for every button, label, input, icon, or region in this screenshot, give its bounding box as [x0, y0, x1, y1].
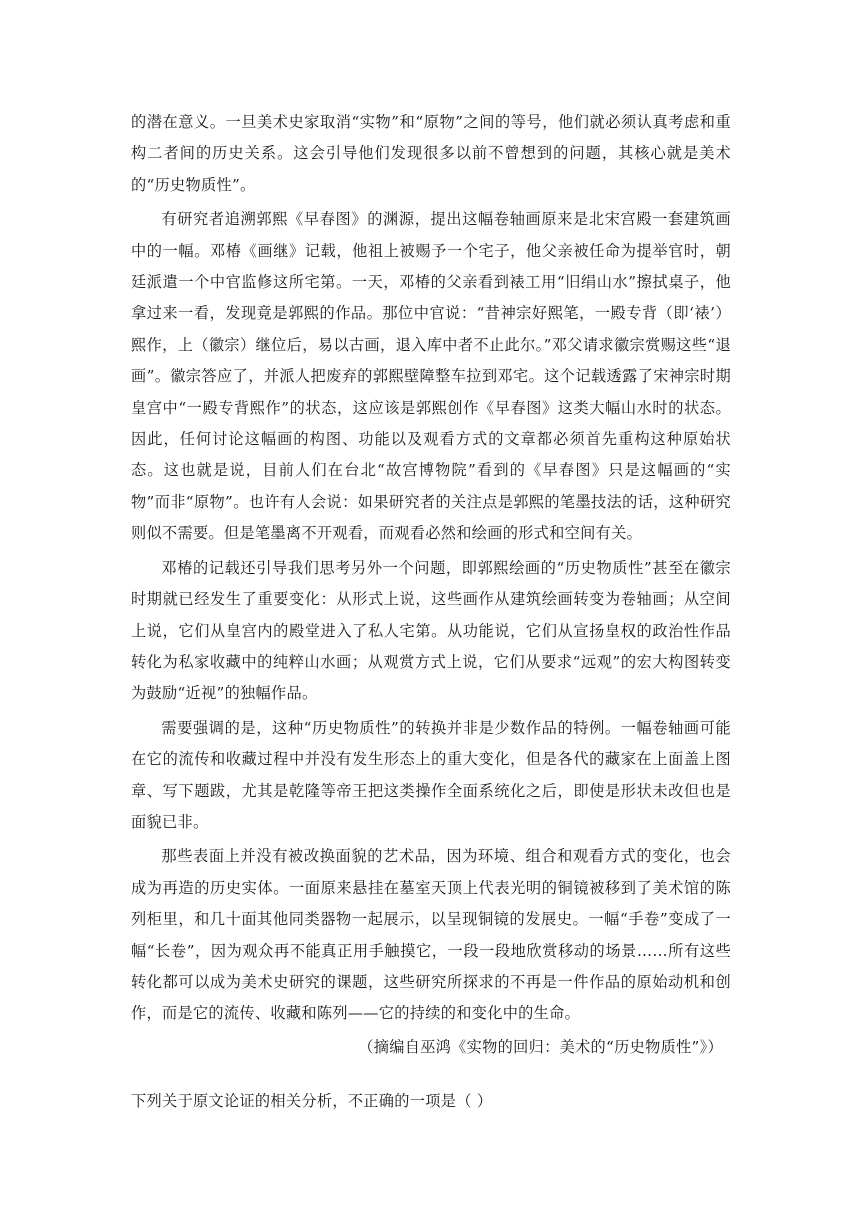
question-prompt: 下列关于原文论证的相关分析，不正确的一项是（ ） — [131, 1092, 493, 1110]
paragraph-not-special-case: 需要强调的是，这种“历史物质性”的转换并非是少数作品的特例。一幅卷轴画可能在它的流传和收藏过程中并没有发生形态上的重大变化，但是各代的藏家在上面盖上图章、写下题跋，尤其是乾隆等帝王把这类操作全面系统化之后，即使是形状未改但也是面貌已非。 — [131, 718, 731, 831]
paragraph-recreated-entities: 那些表面上并没有被改换面貌的艺术品，因为环境、组合和观看方式的变化，也会成为再造的历史实体。一面原来悬挂在墓室天顶上代表光明的铜镜被移到了美术馆的陈列柜里，和几十面其他同类器物一起展示，以呈现铜镜的发展史。一幅“手卷”变成了一幅“长卷”，因为观众再不能真正用手触摸它，一段一段地欣赏移动的场景……所有这些转化都可以成为美术史研究的课题，这些研究所探求的不再是一件作品的原始动机和创作，而是它的流传、收藏和陈列——它的持续的和变化中的生命。 — [131, 847, 731, 1023]
paragraph-change-in-huizong-era: 邓椿的记载还引导我们思考另外一个问题，即郭熙绘画的“历史物质性”甚至在徽宗时期就已经发生了重要变化：从形式上说，这些画作从建筑绘画转变为卷轴画；从空间上说，它们从皇宫内的殿堂进入了私人宅第。从功能说，它们从宣扬皇权的政治性作品转化为私家收藏中的纯粹山水画；从观赏方式上说，它们从要求“远观”的宏大构图转变为鼓励“近视”的独幅作品。 — [131, 558, 731, 703]
paragraph-early-spring: 有研究者追溯郭熙《早春图》的渊源，提出这幅卷轴画原来是北宋宫殿一套建筑画中的一幅。邓椿《画继》记载，他祖上被赐予一个宅子，他父亲被任命为提举官时，朝廷派遣一个中官监修这所宅第。一天，邓椿的父亲看到裱工用“旧绢山水”擦拭桌子，他拿过来一看，发现竟是郭熙的作品。那位中官说：“昔神宗好熙笔，一殿专背（即‘裱’）熙作，上（徽宗）继位后，易以古画，退入库中者不止此尔。”邓父请求徽宗赏赐这些“退画”。徽宗答应了，并派人把废弃的郭熙壁障整车拉到邓宅。这个记载透露了宋神宗时期皇宫中“一殿专背熙作”的状态，这应该是郭熙创作《早春图》这类大幅山水时的状态。因此，任何讨论这幅画的构图、功能以及观看方式的文章都必须首先重构这种原始状态。这也就是说，目前人们在台北“故宫博物院”看到的《早春图》只是这幅画的“实物”而非“原物”。也许有人会说：如果研究者的关注点是郭熙的笔墨技法的话，这种研究则似不需要。但是笔墨离不开观看，而观看必然和绘画的形式和空间有关。 — [131, 210, 731, 543]
paragraph-continuation: 的潜在意义。一旦美术史家取消“实物”和“原物”之间的等号，他们就必须认真考虑和重构二者间的历史关系。这会引导他们发现很多以前不曾想到的问题，其核心就是美术的“历史物质性”。 — [131, 113, 731, 194]
article-body — [131, 107, 731, 1063]
source-citation: （摘编自巫鸿《实物的回归：美术的“历史物质性”》） — [358, 1037, 723, 1056]
